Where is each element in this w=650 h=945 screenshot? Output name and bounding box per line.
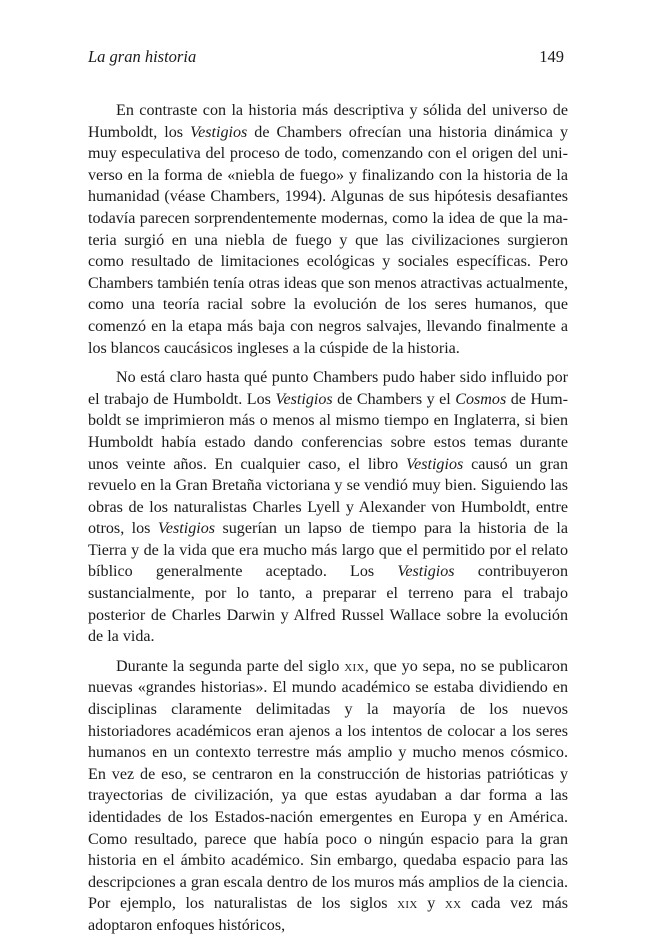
book-title: Vestigios xyxy=(397,563,455,581)
text-segment: En contraste con la historia más descriptiva y sólida del universo de Humboldt, los xyxy=(88,102,568,141)
book-title: Vestigios xyxy=(190,123,248,141)
text-segment: sugerían un lapso de tiempo para la historia de la Tierra y de la vida que era mucho más largo que el permitido por el relato bíblico generalmente aceptado. Los xyxy=(88,520,568,581)
text-segment: causó un gran revuelo en la Gran Bretaña victoriana y se vendió muy bien. Siguiendo las obras de los naturalistas Charles Lyell y Alexander von Humboldt, entre otros, los xyxy=(88,455,568,538)
text-segment: y xyxy=(417,895,445,913)
page-number: 149 xyxy=(539,47,564,66)
text-segment: de Humboldt se imprimieron más o menos al mismo tiempo en Inglaterra, si bien Humboldt había estado dando conferencias sobre estos temas durante unos veinte años. En cualquier caso, el libro xyxy=(88,390,568,473)
book-title: Vestigios xyxy=(157,520,216,538)
text-segment: de Chambers y el xyxy=(332,390,456,408)
paragraph-1 xyxy=(88,100,568,359)
text-segment: de Chambers ofrecían una historia dinámica y muy especulativa del proceso de todo, comenzando con el origen del universo en la forma de «niebla de fuego» y finalizando con la historia de la humanidad (véase Chambers, 1994). Algunas de sus hipótesis desafiantes todavía parecen sorprendentemente modernas, como la idea de que la materia surgió en una niebla de fuego y que las civilizaciones surgieron como resultado de limitaciones ecológicas y sociales específicas. Pero Chambers también tenía otras ideas que son menos atractivas actualmente, como una teoría racial sobre la evolución de los seres humanos, que comenzó en la etapa más baja con negros salvajes, llevando finalmente a los blancos caucásicos ingleses a la cúspide de la historia. xyxy=(88,123,568,357)
paragraph-3 xyxy=(88,656,568,937)
text-segment: cada vez más adoptaron enfoques históricos, xyxy=(88,895,569,934)
text-segment: contribuyeron sustancialmente, por lo tanto, a preparar el terreno para el trabajo posterior de Charles Darwin y Alfred Russel Wallace sobre la evolución de la vida. xyxy=(88,563,568,646)
text-segment: No está claro hasta qué punto Chambers pudo haber sido influido por el trabajo de Humboldt. Los xyxy=(88,369,568,408)
century-numeral: xix xyxy=(344,657,365,675)
century-numeral: xx xyxy=(444,895,462,913)
paragraph-2 xyxy=(88,367,568,648)
text-segment: , que yo sepa, no se publicaron nuevas «grandes historias». El mundo académico se estaba dividiendo en disciplinas claramente delimitadas y la mayoría de los nuevos historiadores académicos eran ajenos a los intentos de colocar a los seres humanos en un contexto terrestre más amplio y mucho menos cósmico. En vez de eso, se centraron en la construcción de historias patrióticas y trayectorias de civilización, ya que estas ayudaban a dar forma a las identidades de los Estados-nación emergentes en Europa y en América. Como resultado, parece que había poco o ningún espacio para la gran historia en el ámbito académico. Sin embargo, quedaba espacio para las descripciones a gran escala dentro de los muros más amplios de la ciencia. Por ejemplo, los naturalistas de los siglos xyxy=(88,657,568,913)
book-title: Cosmos xyxy=(455,390,507,408)
running-head: La gran historia xyxy=(88,47,197,66)
book-title: Vestigios xyxy=(275,390,333,408)
book-title: Vestigios xyxy=(406,455,464,473)
body-text xyxy=(88,100,568,945)
century-numeral: xix xyxy=(397,895,418,913)
text-segment: Durante la segunda parte del siglo xyxy=(116,657,345,675)
